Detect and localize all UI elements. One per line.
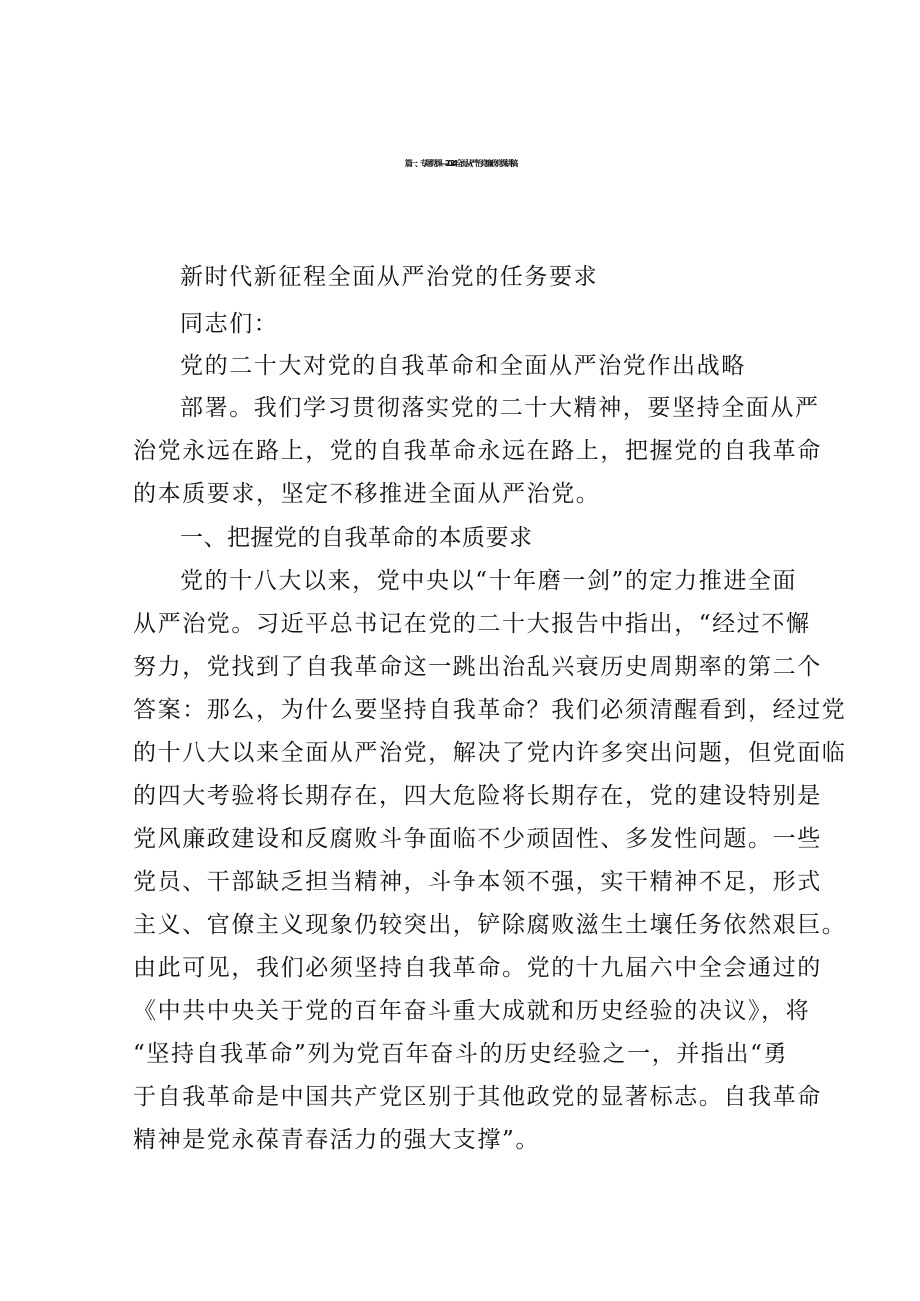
body-line: 于自我革命是中国共产党区别于其他政党的显著标志。自我革命 [133, 1084, 822, 1110]
body-line: 党的十八大以来，党中央以“十年磨一剑”的定力推进全面 [180, 568, 798, 594]
body-line: 从严治党。习近平总书记在党的二十大报告中指出，“经过不懈 [133, 611, 811, 637]
body-line: 由此可见，我们必须坚持自我革命。党的十九届六中全会通过的 [133, 955, 822, 981]
body-line: 的十八大以来全面从严治党，解决了党内许多突出问题，但党面临 [133, 740, 847, 766]
intro-line: 部署。我们学习贯彻落实党的二十大精神，要坚持全面从严 [180, 395, 820, 421]
document-title: 篇一、专题党课—2024全面从严治党廉政党课讲稿 [404, 159, 516, 168]
salutation: 同志们： [180, 311, 279, 337]
body-line: 主义、官僚主义现象仍较突出，铲除腐败滋生土壤任务依然艰巨。 [133, 912, 847, 938]
body-line: 党员、干部缺乏担当精神，斗争本领不强，实干精神不足，形式 [133, 869, 822, 895]
intro-line: 的本质要求，坚定不移推进全面从严治党。 [133, 481, 601, 507]
body-line: 的四大考验将长期存在，四大危险将长期存在，党的建设特别是 [133, 783, 822, 809]
intro-line: 治党永远在路上，党的自我革命永远在路上，把握党的自我革命 [133, 438, 822, 464]
body-line: 《中共中央关于党的百年奋斗重大成就和历史经验的决议》，将 [133, 998, 811, 1024]
section-heading: 一、把握党的自我革命的本质要求 [180, 525, 533, 551]
body-line: 党风廉政建设和反腐败斗争面临不少顽固性、多发性问题。一些 [133, 826, 822, 852]
body-line: 精神是党永葆青春活力的强大支撑”。 [133, 1127, 540, 1153]
body-line: “坚持自我革命”列为党百年奋斗的历史经验之一，并指出“勇 [133, 1041, 789, 1067]
body-line: 答案：那么，为什么要坚持自我革命？我们必须清醒看到，经过党 [133, 697, 847, 723]
intro-line: 党的二十大对党的自我革命和全面从严治党作出战略 [180, 353, 746, 379]
body-line: 努力，党找到了自我革命这一跳出治乱兴衰历史周期率的第二个 [133, 654, 822, 680]
document-subtitle: 新时代新征程全面从严治党的任务要求 [180, 264, 599, 290]
